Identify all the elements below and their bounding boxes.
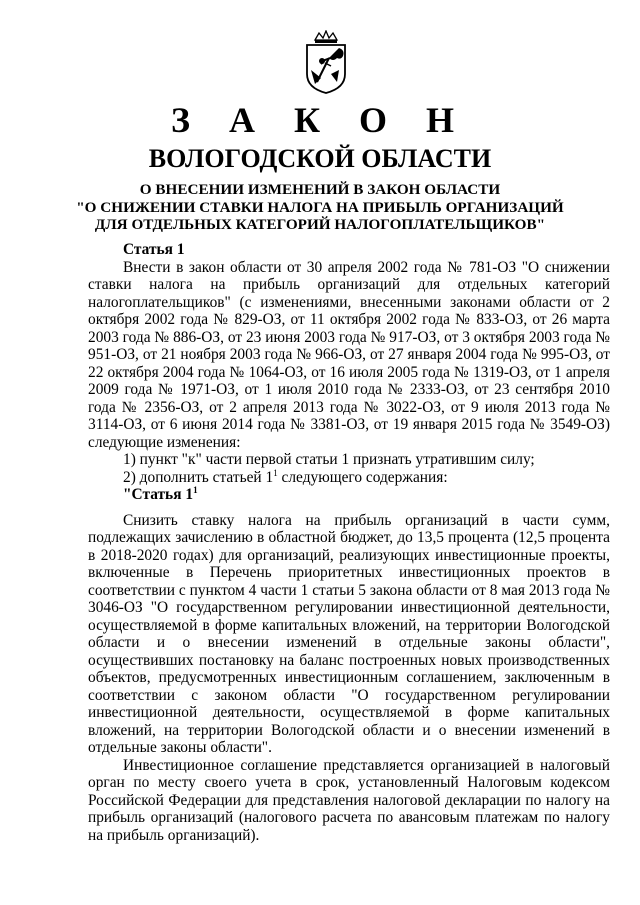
amendment-item-2-prefix: 2) дополнить статьей 1 (123, 468, 274, 486)
amendment-item-2-superscript: 1 (273, 467, 278, 478)
amendment-item-2 (88, 469, 610, 487)
document-body (88, 241, 610, 844)
law-subtitle (0, 181, 640, 234)
region-title: ВОЛОГОДСКОЙ ОБЛАСТИ (148, 144, 492, 173)
article-intro-paragraph: Внести в закон области от 30 апреля 2002 года № 781-ОЗ "О снижении ставки налога на прибыль организаций для отдельных категорий налогоплательщиков" (с изменениями, внесенными законами области от 2 октября 2002 года № 829-ОЗ, от 11 октября 2002 года № 833-ОЗ, от 26 марта 2003 года № 886-ОЗ, от 23 июня 2003 года № 917-ОЗ, от 3 октября 2003 года № 951-ОЗ, от 21 ноября 2003 года № 966-ОЗ, от 27 января 2004 года № 995-ОЗ, от 22 октября 2004 года № 1064-ОЗ, от 16 июля 2005 года № 1319-ОЗ, от 1 апреля 2009 года № 1971-ОЗ, от 1 июля 2010 года № 2333-ОЗ, от 23 сентября 2010 года № 2356-ОЗ, от 2 апреля 2013 года № 3022-ОЗ, от 9 июля 2013 года № 3114-ОЗ, от 6 июня 2014 года № 3381-ОЗ, от 19 января 2015 года № 3549-ОЗ) следующие изменения: (88, 258, 610, 451)
quoted-article-heading-superscript: 1 (193, 484, 198, 495)
quoted-paragraph-1: Снизить ставку налога на прибыль организаций в части сумм, подлежащих зачислению в областной бюджет, до 13,5 процента (12,5 процента в 2018-2020 годах) для организаций, реализующих инвестиционные проекты, включенные в Перечень приоритетных инвестиционных проектов в соответствии с пунктом 4 части 1 статьи 5 закона области от 8 мая 2013 года № 3046-ОЗ "О государственном регулировании инвестиционной деятельности, осуществляемой в форме капитальных вложений, на территории Вологодской области и о внесении изменений в отдельные законы области", осуществивших постановку на баланс построенных новых производственных объектов, предусмотренных инвестиционным соглашением, заключенным в соответствии с законом области "О государственном регулировании инвестиционной деятельности, осуществляемой в форме капитальных вложений, на территории Вологодской области и о внесении изменений в отдельные законы области". (88, 511, 610, 756)
amendment-item-2-suffix: следующего содержания: (277, 468, 448, 486)
quoted-article-heading-text: "Статья 1 (123, 486, 194, 503)
vologda-coat-of-arms-icon (301, 30, 351, 94)
subtitle-line: "О СНИЖЕНИИ СТАВКИ НАЛОГА НА ПРИБЫЛЬ ОРГАНИЗАЦИЙ (76, 198, 564, 216)
quoted-article-heading (88, 486, 610, 504)
subtitle-line: О ВНЕСЕНИИ ИЗМЕНЕНИЙ В ЗАКОН ОБЛАСТИ (139, 181, 501, 198)
article-heading: Статья 1 (123, 241, 185, 258)
quoted-paragraph-2: Инвестиционное соглашение представляется организацией в налоговый орган по месту своего учета в срок, установленный Налоговым кодексом Российской Федерации для представления налоговой декларации по налогу на прибыль организаций (налогового расчета по авансовым платежам по налогу на прибыль организаций). (88, 756, 610, 844)
subtitle-line: ДЛЯ ОТДЕЛЬНЫХ КАТЕГОРИЙ НАЛОГОПЛАТЕЛЬЩИКОВ" (94, 216, 546, 233)
amendment-item-1: 1) пункт "к" части первой статьи 1 признать утратившим силу; (123, 451, 535, 468)
law-title: З А К О Н (170, 100, 470, 140)
